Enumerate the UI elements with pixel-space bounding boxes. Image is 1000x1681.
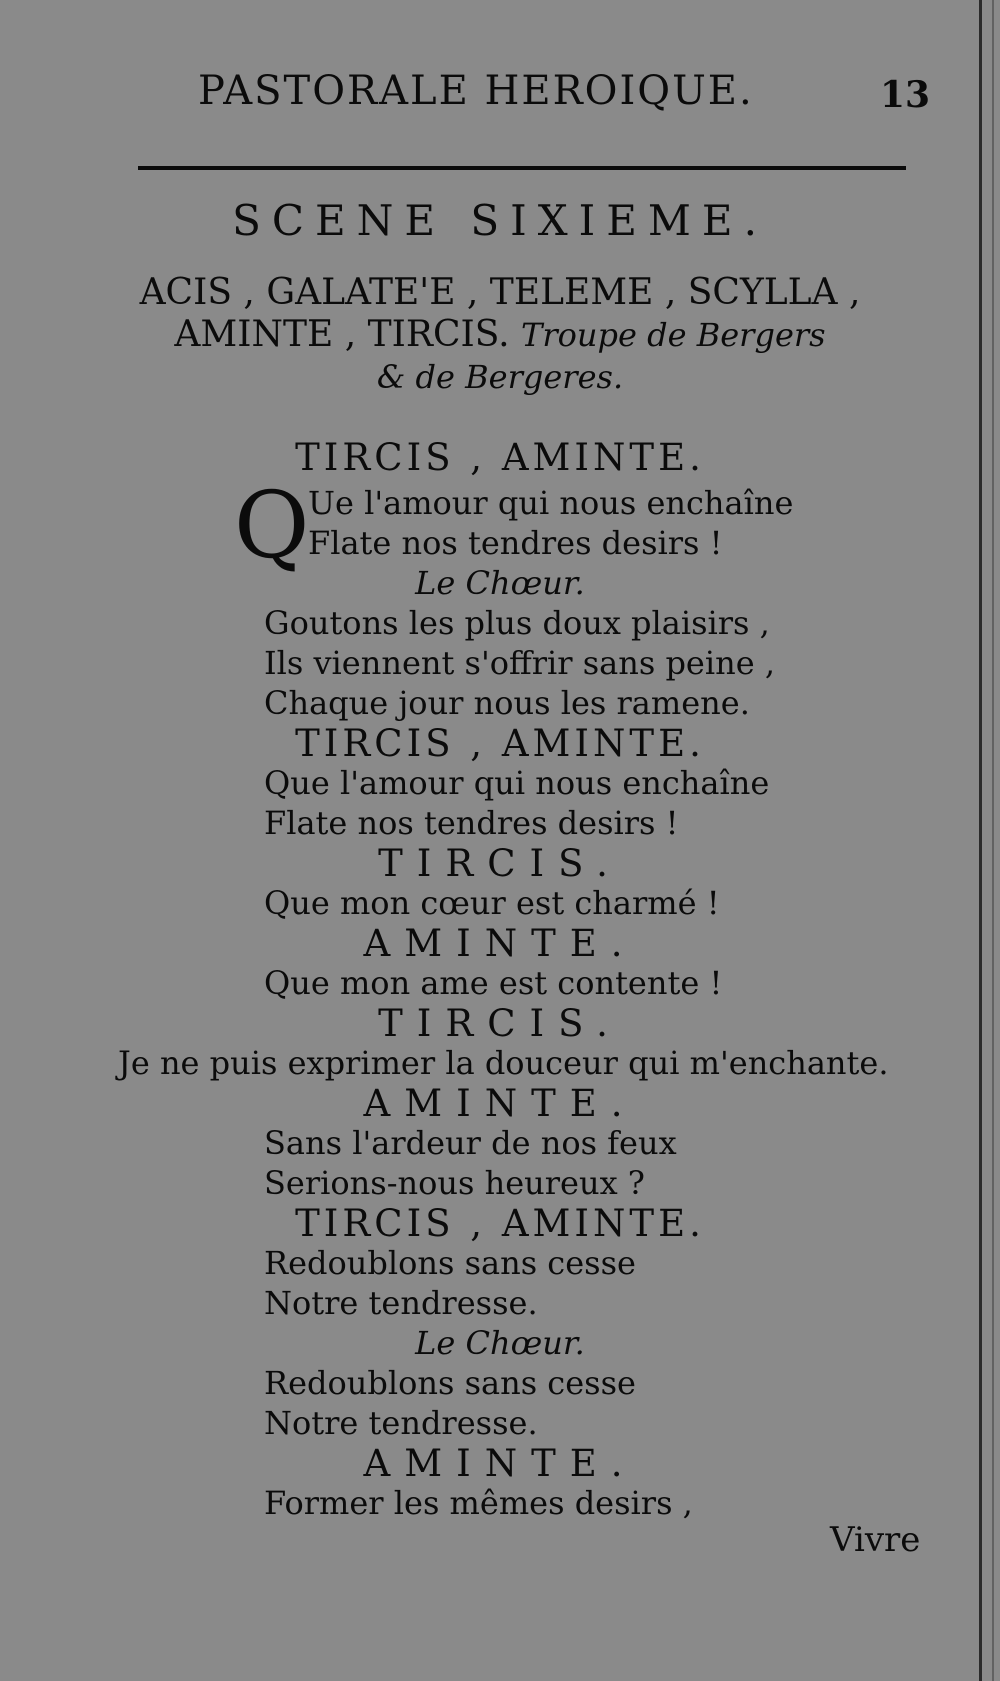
chorus-heading: Le Chœur. bbox=[415, 1324, 585, 1362]
verse-line: Redoublons sans cesse bbox=[264, 1244, 636, 1282]
header-rule bbox=[138, 166, 906, 170]
speaker-heading: TIRCIS. bbox=[378, 1002, 622, 1045]
cast-bergeres: & de Bergeres. bbox=[376, 358, 624, 396]
page-number: 13 bbox=[880, 74, 931, 116]
speaker-heading: AMINTE. bbox=[363, 1082, 637, 1125]
speaker-heading: TIRCIS , AMINTE. bbox=[295, 722, 705, 765]
verse-line: Former les mêmes desirs , bbox=[264, 1484, 693, 1522]
verse-line: Serions-nous heureux ? bbox=[264, 1164, 645, 1202]
verse-line: Notre tendresse. bbox=[264, 1404, 538, 1442]
speaker-heading: AMINTE. bbox=[363, 1442, 637, 1485]
verse-line: Chaque jour nous les ramene. bbox=[264, 684, 750, 722]
scene-title: SCENE SIXIEME. bbox=[232, 196, 768, 245]
verse-line: Que mon ame est contente ! bbox=[264, 964, 723, 1002]
verse-line: Redoublons sans cesse bbox=[264, 1364, 636, 1402]
page-header bbox=[0, 68, 1000, 118]
page-edge-shadow bbox=[992, 0, 994, 1681]
catchword: Vivre bbox=[830, 1520, 921, 1560]
cast-list bbox=[0, 272, 1000, 398]
verse-line: Je ne puis exprimer la douceur qui m'enchante. bbox=[118, 1044, 889, 1082]
cast-troupe: Troupe de Bergers bbox=[521, 316, 826, 354]
cast-line-1: ACIS , GALATE'E , TELEME , SCYLLA , bbox=[139, 272, 861, 313]
cast-line-2 bbox=[0, 314, 1000, 356]
chorus-heading: Le Chœur. bbox=[415, 564, 585, 602]
speaker-heading: TIRCIS , AMINTE. bbox=[295, 1202, 705, 1245]
drop-cap: Q bbox=[234, 472, 310, 579]
verse-line: Ils viennent s'offrir sans peine , bbox=[264, 644, 775, 682]
cast-names: AMINTE , TIRCIS. bbox=[174, 314, 510, 355]
page-edge bbox=[979, 0, 982, 1681]
verse-line: Flate nos tendres desirs ! bbox=[264, 804, 679, 842]
verse-line: Sans l'ardeur de nos feux bbox=[264, 1124, 677, 1162]
verse-line: Goutons les plus doux plaisirs , bbox=[264, 604, 770, 642]
verse-line: Notre tendresse. bbox=[264, 1284, 538, 1322]
verse-line: Flate nos tendres desirs ! bbox=[308, 524, 723, 562]
speaker-heading: TIRCIS , AMINTE. bbox=[295, 436, 705, 479]
verse-line: Ue l'amour qui nous enchaîne bbox=[308, 484, 794, 522]
speaker-heading: AMINTE. bbox=[363, 922, 637, 965]
cast-line-3 bbox=[0, 356, 1000, 398]
running-title: PASTORALE HEROIQUE. bbox=[198, 68, 754, 114]
speaker-heading: TIRCIS. bbox=[378, 842, 622, 885]
verse-line: Que mon cœur est charmé ! bbox=[264, 884, 720, 922]
verse-line: Que l'amour qui nous enchaîne bbox=[264, 764, 770, 802]
